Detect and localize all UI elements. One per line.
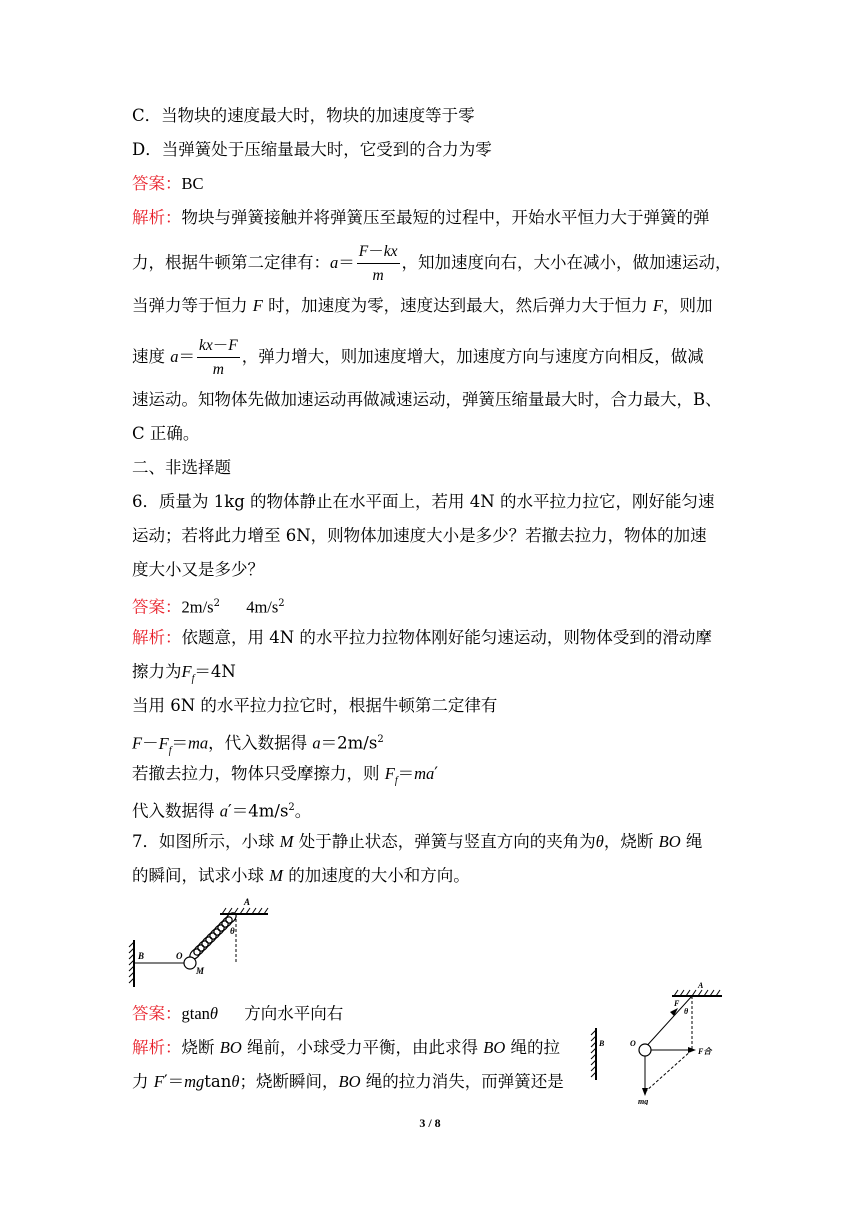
q7-line-2: 的瞬间，试求小球 M 的加速度的大小和方向。 [132,866,470,885]
label-o: O [176,951,183,961]
analysis-6-line-2: 擦力为$F_f=4N$ [132,662,236,685]
spring [188,911,238,961]
force-diagram [588,980,728,1105]
fraction-1: $\frac{F-kx}{m}$ [358,242,398,284]
ball [184,957,196,969]
label-theta: θ [230,926,235,936]
analysis-5-line-5: 速运动。知物体先做加速运动再做减速运动，弹簧压缩量最大时，合力最大，B、 [132,390,722,409]
label-b: B [138,951,145,961]
option-d: D．当弹簧处于压缩量最大时，它受到的合力为零 [132,140,492,159]
answer-5: 答案：BC [132,174,204,193]
label-f: F [674,999,680,1008]
fraction-2: $\frac{kx-F}{m}$ [199,336,238,378]
label-mg: mg [638,1097,649,1105]
spring-figure [126,892,276,992]
answer-label: 答案： [132,174,182,193]
analysis-6-line-3: 当用 6N 的水平拉力拉它时，根据牛顿第二定律有 [132,696,498,715]
label-f-sum: F合 [698,1047,712,1056]
diagonal-dashed-line [645,1050,692,1092]
q6-line-3: 度大小又是多少？ [132,560,264,579]
force-f-arrow [670,1008,678,1016]
analysis-6-line-5: 若撤去拉力，物体只受摩擦力，则 $F_f=ma'$ [132,764,439,787]
analysis-5-line-2: 力，根据牛顿第二定律有：a＝ $\frac{F-kx}{m}$ ，知加速度向右，大小在减小，做加速运动， [132,240,732,287]
answer-6: 答案：$2m/s^2$ $4m/s^2$ [132,597,285,617]
label-m: M [196,966,205,976]
label-a: A [244,897,251,907]
q6-line-2: 运动；若将此力增至 6N，则物体加速度大小是多少？若撤去拉力，物体的加速 [132,526,707,545]
label-theta: θ [684,1007,689,1016]
q6-line-1: 6．质量为 1kg 的物体静止在水平面上，若用 4N 的水平拉力拉它，刚好能匀速 [132,492,715,511]
section-heading: 二、非选择题 [132,458,231,477]
analysis-7-line-2: 力 F′＝mgtanθ；烧断瞬间，BO 绳的拉力消失，而弹簧还是 [132,1072,564,1091]
label-o: O [630,1039,636,1048]
spring-force-line [643,996,692,1050]
analysis-5-line-6: C 正确。 [132,424,200,443]
page-number: 3 / 8 [419,1116,441,1130]
analysis-7-line-1: 解析：烧断 BO 绳前，小球受力平衡，由此求得 BO 绳的拉 [132,1038,560,1057]
label-b: B [599,1039,605,1048]
analysis-5-line-4: 速度 a＝ $\frac{kx-F}{m}$ ，弹力增大，则加速度增大，加速度方向与速度方向相反，做减 [132,334,704,381]
analysis-6-line-4: $F-F_f=ma$，代入数据得 $a=2m/s^2$ [132,733,384,756]
option-c: C．当物块的速度最大时，物块的加速度等于零 [132,106,475,125]
label-a: A [698,981,704,990]
analysis-5-line-3: 当弹力等于恒力 F 时，加速度为零，速度达到最大，然后弹力大于恒力 F，则加 [132,296,713,315]
analysis-6-line-1: 解析：依题意，用 4N 的水平拉力拉物体刚好能匀速运动，则物体受到的滑动摩 [132,628,712,647]
q7-line-1: 7．如图所示，小球 M 处于静止状态，弹簧与竖直方向的夹角为θ，烧断 BO 绳 [132,832,703,851]
analysis-5-line-1: 解析：物块与弹簧接触并将弹簧压至最短的过程中，开始水平恒力大于弹簧的弹 [132,208,710,227]
answer-7: 答案：gtanθ 方向水平向右 [132,1004,344,1023]
analysis-6-line-6: 代入数据得 $a'=4m/s^2$。 [132,801,312,821]
ball [639,1044,651,1056]
